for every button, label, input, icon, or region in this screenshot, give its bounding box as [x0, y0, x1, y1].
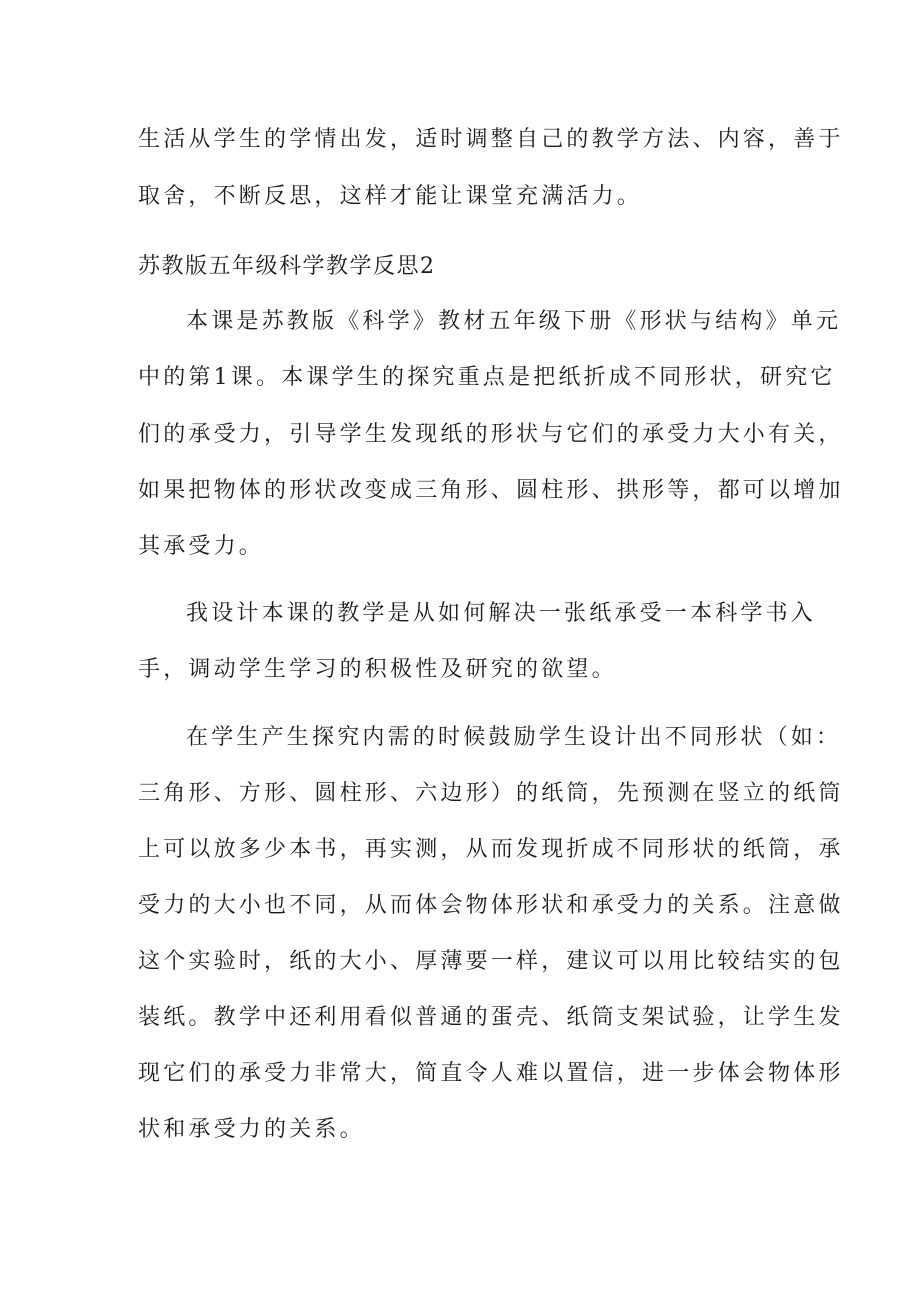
text-line: 现它们的承受力非常大，简直令人难以置信，进一步体会物体形 — [138, 1061, 844, 1086]
text-line: 三角形、方形、圆柱形、六边形）的纸筒，先预测在竖立的纸筒 — [138, 781, 844, 806]
text-line: 如果把物体的形状改变成三角形、圆柱形、拱形等，都可以增加 — [138, 478, 844, 503]
section-heading: 苏教版五年级科学教学反思2 — [138, 254, 436, 279]
text-line: 状和承受力的关系。 — [138, 1117, 365, 1142]
text-line: 我设计本课的教学是从如何解决一张纸承受一本科学书入 — [186, 601, 817, 626]
text-line: 本课是苏教版《科学》教材五年级下册《形状与结构》单元 — [186, 309, 842, 334]
text-line: 取舍，不断反思，这样才能让课堂充满活力。 — [138, 184, 643, 209]
text-line: 装纸。教学中还利用看似普通的蛋壳、纸筒支架试验，让学生发 — [138, 1005, 844, 1030]
text-line: 这个实验时，纸的大小、厚薄要一样，建议可以用比较结实的包 — [138, 949, 844, 974]
text-line: 生活从学生的学情出发，适时调整自己的教学方法、内容，善于 — [138, 127, 844, 152]
text-line: 们的承受力，引导学生发现纸的形状与它们的承受力大小有关， — [138, 422, 844, 447]
text-line: 中的第1课。本课学生的探究重点是把纸折成不同形状，研究它 — [138, 365, 836, 390]
text-line: 上可以放多少本书，再实测，从而发现折成不同形状的纸筒，承 — [138, 837, 844, 862]
text-line: 手，调动学生学习的积极性及研究的欲望。 — [138, 657, 617, 682]
text-line: 在学生产生探究内需的时候鼓励学生设计出不同形状（如： — [186, 725, 842, 750]
text-line: 受力的大小也不同，从而体会物体形状和承受力的关系。注意做 — [138, 893, 844, 918]
text-line: 其承受力。 — [138, 534, 265, 559]
